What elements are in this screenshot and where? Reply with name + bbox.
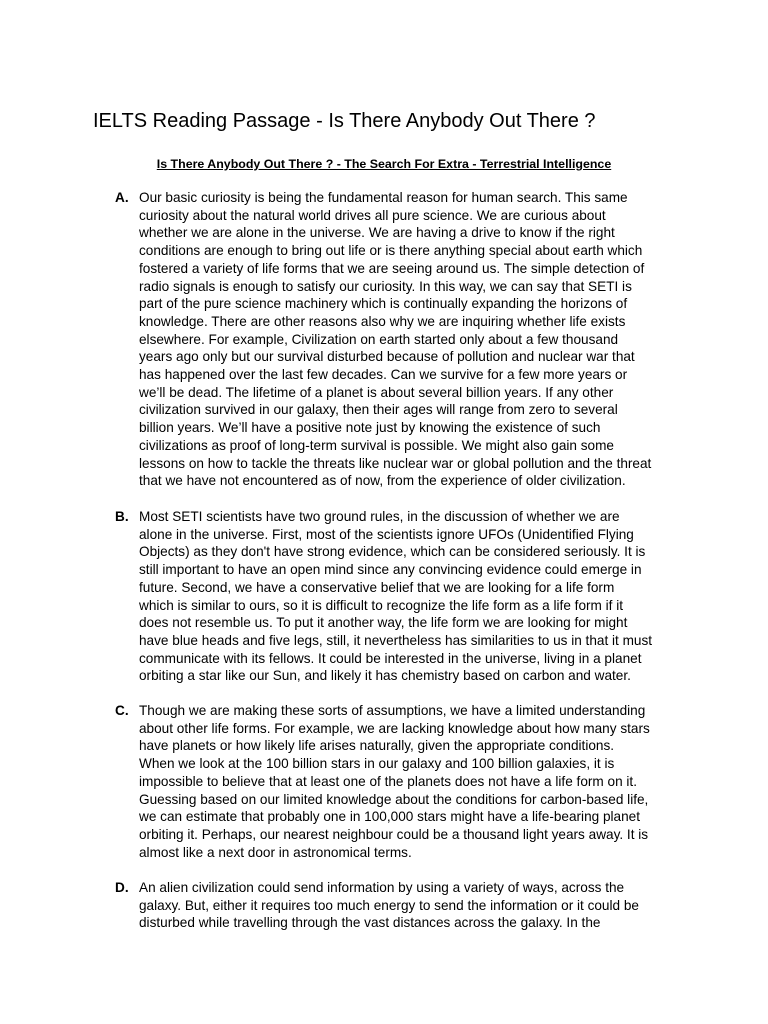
paragraph-text — [139, 702, 685, 861]
document-subtitle: Is There Anybody Out There ? - The Search For Extra - Terrestrial Intelligence — [156, 157, 612, 171]
paragraph-line: that we have not encountered as of now, from the experience of older civilization. — [139, 473, 626, 489]
paragraph-line: conditions are enough to bring out life or is there anything special about earth which — [139, 243, 643, 259]
paragraph-line: communicate with its fellows. It could be interested in the universe, living in a planet — [139, 650, 642, 666]
paragraph-line: which is similar to ours, so it is difficult to recognize the life form as a life form if it — [139, 597, 624, 613]
paragraph-line: Objects) as they don't have strong evidence, which can be considered seriously. It is — [139, 544, 646, 560]
paragraph-text — [139, 879, 685, 932]
paragraph-line: whether we are alone in the universe. We are having a drive to know if the right — [139, 225, 615, 241]
paragraph-letter: C. — [115, 703, 129, 718]
paragraph-line: Most SETI scientists have two ground rules, in the discussion of whether we are — [139, 509, 620, 524]
paragraph-line: we’ll be dead. The lifetime of a planet is about several billion years. If any other — [139, 384, 614, 400]
paragraph-line: fostered a variety of life forms that we are seeing around us. The simple detection of — [139, 260, 645, 276]
paragraph-line: have blue heads and five legs, still, it nevertheless has similarities to us in that it must — [139, 632, 653, 648]
paragraph-line: years ago only but our survival disturbed because of pollution and nuclear war that — [139, 349, 635, 365]
paragraph-line: Guessing based on our limited knowledge about the conditions for carbon-based life, — [139, 791, 649, 807]
paragraph-line: civilization survived in our galaxy, then their ages will range from zero to several — [139, 402, 618, 418]
paragraph-line: civilizations as proof of long-term survival is possible. We might also gain some — [139, 437, 614, 453]
paragraph-line: about other life forms. For example, we are lacking knowledge about how many stars — [139, 720, 650, 736]
paragraph-line: have planets or how likely life arises naturally, given the appropriate conditions. — [139, 738, 615, 754]
paragraph-line: does not resemble us. To put it another way, the life form we are looking for might — [139, 615, 628, 631]
paragraph-line: curiosity about the natural world drives all pure science. We are curious about — [139, 207, 606, 223]
paragraph-line: orbiting a star like our Sun, and likely it has chemistry based on carbon and water. — [139, 668, 631, 684]
paragraph-line: impossible to believe that at least one of the planets does not have a life form on it. — [139, 773, 637, 789]
paragraph-line: An alien civilization could send information by using a variety of ways, across the — [139, 880, 625, 895]
paragraph-line: Though we are making these sorts of assumptions, we have a limited understanding — [139, 703, 646, 718]
paragraph-line: knowledge. There are other reasons also why we are inquiring whether life exists — [139, 313, 626, 329]
paragraph-line: galaxy. But, either it requires too much energy to send the information or it could be — [139, 897, 639, 913]
paragraph-text — [139, 189, 685, 490]
paragraph-line: When we look at the 100 billion stars in our galaxy and 100 billion galaxies, it is — [139, 756, 615, 772]
paragraph-line: orbiting it. Perhaps, our nearest neighbour could be a thousand light years away. It is — [139, 826, 649, 842]
paragraph-line: we can estimate that probably one in 100,000 stars might have a life-bearing planet — [139, 809, 641, 825]
document-title: IELTS Reading Passage - Is There Anybody Out There ? — [93, 110, 596, 132]
paragraph-line: radio signals is enough to satisfy our curiosity. In this way, we can say that SETI is — [139, 278, 632, 294]
paragraph-line: almost like a next door in astronomical terms. — [139, 844, 412, 860]
paragraph-line: alone in the universe. First, most of the scientists ignore UFOs (Unidentified Flying — [139, 526, 634, 542]
paragraph-letter: B. — [115, 509, 129, 524]
paragraph-letter: D. — [115, 880, 129, 895]
paragraph-line: part of the pure science machinery which is continually expanding the horizons of — [139, 296, 628, 312]
paragraph-line: elsewhere. For example, Civilization on earth started only about a few thousand — [139, 331, 619, 347]
paragraph-line: still important to have an open mind since any convincing evidence could emerge in — [139, 562, 642, 578]
paragraph-line: has happened over the last few decades. Can we survive for a few more years or — [139, 367, 628, 383]
paragraph-line: Our basic curiosity is being the fundamental reason for human search. This same — [139, 190, 628, 205]
paragraph-line: lessons on how to tackle the threats like nuclear war or global pollution and the threat — [139, 455, 652, 471]
paragraph-line: billion years. We’ll have a positive note just by knowing the existence of such — [139, 420, 601, 436]
paragraph-text — [139, 508, 685, 685]
paragraph-line: future. Second, we have a conservative belief that we are looking for a life form — [139, 579, 615, 595]
paragraph-line: disturbed while travelling through the vast distances across the galaxy. In the — [139, 915, 601, 931]
paragraph-letter: A. — [115, 190, 129, 205]
